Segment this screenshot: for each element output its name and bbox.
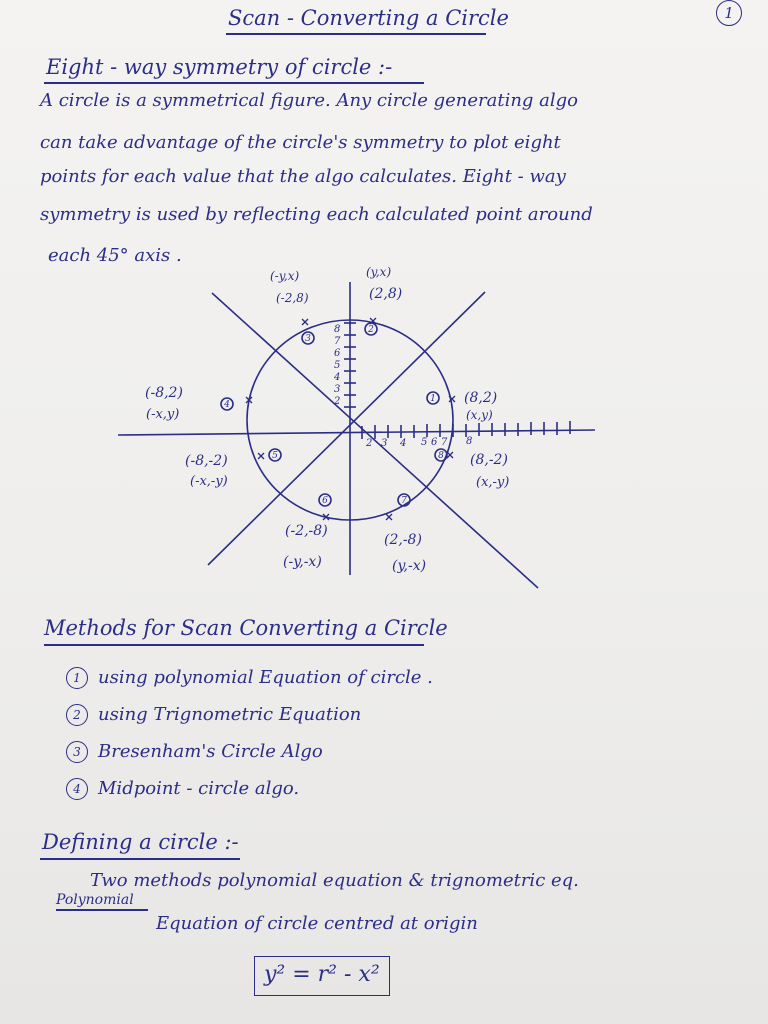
x-tick-label: 3: [381, 438, 388, 449]
octant-number: 2: [368, 325, 374, 335]
method-number: 1: [66, 667, 88, 689]
x-tick-label: 8: [466, 436, 473, 447]
methods-heading: Methods for Scan Converting a Circle: [44, 616, 448, 640]
octant-sym: (-x,-y): [190, 474, 228, 489]
x-tick-label: 6: [431, 437, 438, 448]
octant-coord: (-2,-8): [285, 523, 328, 539]
methods-heading-underline: [44, 644, 424, 646]
octant-number: 8: [438, 451, 444, 461]
octant-coord: (-8,2): [145, 385, 183, 401]
page-title: Scan - Converting a Circle: [228, 6, 509, 30]
octant-number: 3: [305, 334, 311, 344]
method-item: 2 using Trignometric Equation: [66, 704, 361, 726]
symmetry-heading: Eight - way symmetry of circle :-: [46, 55, 393, 79]
octant-number: 4: [224, 400, 230, 410]
x-tick-label: 7: [441, 437, 448, 448]
octant-coord: (8,2): [464, 390, 498, 406]
octant-sym: (y,-x): [392, 558, 427, 574]
paragraph-line: points for each value that the algo calculates. Eight - way: [40, 166, 566, 187]
y-tick-label: 8: [334, 324, 341, 335]
x-tick-label: 5: [421, 437, 428, 448]
y-tick-label: 4: [334, 372, 341, 383]
definition-line: Two methods polynomial equation & trignometric eq.: [90, 870, 579, 891]
octant-coord: (2,8): [369, 286, 403, 302]
octant-number: 6: [322, 496, 328, 506]
method-item: 4 Midpoint - circle algo.: [66, 778, 299, 800]
polynomial-label-underline: [56, 909, 148, 911]
defining-heading-underline: [40, 858, 240, 860]
method-item: 3 Bresenham's Circle Algo: [66, 741, 323, 763]
polynomial-label: Polynomial: [56, 892, 134, 908]
defining-heading: Defining a circle :-: [42, 830, 239, 854]
definition-line: Equation of circle centred at origin: [156, 913, 478, 934]
octant-sym: (x,-y): [476, 475, 510, 490]
paragraph-line: can take advantage of the circle's symmetry to plot eight: [40, 132, 561, 153]
y-tick-label: 2: [334, 396, 341, 407]
paragraph-line: symmetry is used by reflecting each calculated point around: [40, 204, 593, 225]
octant-sym: (x,y): [466, 408, 493, 422]
octant-number: 7: [401, 496, 407, 506]
method-number: 3: [66, 741, 88, 763]
octant-sym: (-y,-x): [283, 554, 322, 570]
method-number: 4: [66, 778, 88, 800]
method-item: 1 using polynomial Equation of circle .: [66, 667, 433, 689]
diagonal-line: [212, 293, 538, 588]
octant-sym: (-y,x): [270, 269, 300, 283]
page-number: 1: [716, 0, 742, 26]
circle-equation: y² = r² - x²: [264, 962, 380, 987]
method-number: 2: [66, 704, 88, 726]
y-tick-label: 5: [334, 360, 341, 371]
y-tick-label: 6: [334, 348, 341, 359]
octant-coord: (-2,8): [276, 291, 309, 305]
paragraph-line: each 45° axis .: [48, 245, 182, 266]
octant-sym: (y,x): [366, 265, 392, 279]
diagonal-line: [208, 292, 485, 565]
y-tick-label: 7: [334, 336, 341, 347]
octant-number: 5: [272, 451, 278, 461]
octant-coord: (2,-8): [384, 532, 422, 548]
octant-coord: (-8,-2): [185, 453, 228, 469]
x-axis: [118, 430, 595, 435]
paragraph-line: A circle is a symmetrical figure. Any circle generating algo: [40, 90, 579, 111]
octant-sym: (-x,y): [146, 407, 180, 422]
octant-number: 1: [430, 394, 436, 404]
x-tick-label: 4: [400, 438, 407, 449]
octant-coord: (8,-2): [470, 452, 508, 468]
x-tick-label: 2: [366, 438, 373, 449]
y-tick-label: 3: [334, 384, 341, 395]
